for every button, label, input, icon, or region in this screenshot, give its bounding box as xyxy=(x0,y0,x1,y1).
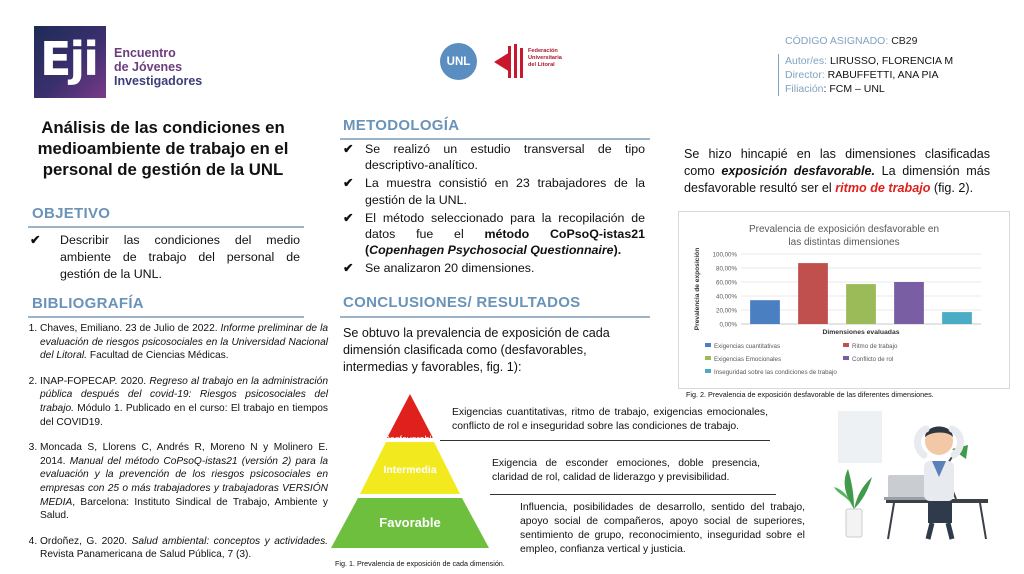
bib-item: 1. Chaves, Emiliano. 23 de Julio de 2022. Informe preliminar de la evaluación de riesgos psicosociales en la Universidad Nacional del Litoral. Facultad de Ciencias Médicas. xyxy=(40,322,328,363)
objetivo-text: Describir las condiciones del medio ambiente de trabajo del personal de gestión de la UNL. xyxy=(60,233,300,281)
eji-name-line-3: Investigadores xyxy=(114,74,203,88)
poster-title: Análisis de las condiciones en medioambiente de trabajo en el personal de gestión de la UNL xyxy=(37,118,289,179)
eji-name-line-2: de Jóvenes xyxy=(114,60,183,74)
eji-mark: Eji xyxy=(40,32,97,86)
fuul-flag-icon xyxy=(492,42,528,82)
chart-bar xyxy=(750,300,780,324)
metodologia-rule xyxy=(340,138,650,140)
chart-legend-label: Inseguridad sobre las condiciones de trabajo xyxy=(714,369,837,376)
pyramid-label-top: Desfavorable xyxy=(383,434,437,444)
chart-legend-swatch xyxy=(705,356,711,360)
metodologia-list xyxy=(343,141,645,277)
chart-ytick-label: 0,00% xyxy=(719,321,737,329)
metodologia-bullet-3: ✔ El método seleccionado para la recopilación de datos fue el método CoPsoQ-istas21 (Copenhagen Psychosocial Questionnaire). xyxy=(343,210,645,258)
author-row: Autor/es: LIRUSSO, FLORENCIA M xyxy=(785,55,954,67)
authors-block xyxy=(778,54,953,96)
stressed-worker-illustration xyxy=(828,403,996,543)
eji-logo-text xyxy=(114,46,202,88)
check-icon: ✔ xyxy=(30,233,41,247)
fig2-caption: Fig. 2. Prevalencia de exposición desfavorable de las diferentes dimensiones. xyxy=(686,390,934,399)
chart-bar xyxy=(942,312,972,324)
chart-title-line-1: Prevalencia de exposición desfavorable en xyxy=(748,224,940,235)
chart-legend-swatch xyxy=(705,343,711,347)
code-value: CB29 xyxy=(891,35,918,47)
chart-ytick-label: 100,00% xyxy=(712,251,737,259)
fuul-line-2: Universitaria xyxy=(528,55,562,61)
check-icon: ✔ xyxy=(343,210,354,225)
bib-item: 2. INAP-FOPECAP. 2020. Regreso al trabajo en la administración pública después del covid-19: Riesgos psicosociales del trabajo. Módulo 1. Publicado en el curso: El trabajo en tiempos del COVID19. xyxy=(40,375,328,429)
chart-legend-swatch xyxy=(843,356,849,360)
pyramid-rule-mid xyxy=(490,494,776,495)
conclusiones-rule xyxy=(340,316,650,318)
pyramid-desc-mid: Exigencia de esconder emociones, doble presencia, claridad de rol, calidad de liderazgo y previsibilidad. xyxy=(492,458,760,483)
chart-xlabel: Dimensiones evaluadas xyxy=(822,329,900,336)
metodologia-bullet-4: ✔ Se analizaron 20 dimensiones. xyxy=(343,261,535,276)
check-icon: ✔ xyxy=(343,142,354,156)
bibliografia-heading: BIBLIOGRAFÍA xyxy=(32,295,144,312)
conclusiones-intro: Se obtuvo la prevalencia de exposición de cada dimensión clasificada como (desfavorables, intermedias y favorables, fig. 1): xyxy=(343,326,610,374)
chart-bar xyxy=(798,263,828,324)
metodologia-bullet-2: ✔ La muestra consistió en 23 trabajadores de la gestión de la UNL. xyxy=(343,176,645,207)
pyramid-desc-bottom: Influencia, posibilidades de desarrollo, sentido del trabajo, apoyo social de compañeros, apoyo social de superiores, sentimiento de grupo, reconocimiento, inseguridad sobre el empleo, confianza vertical y justicia. xyxy=(520,502,805,555)
fuul-logo xyxy=(492,42,562,82)
assigned-code xyxy=(785,35,917,47)
fuul-line-1: Federación xyxy=(528,48,558,54)
objetivo-bullet xyxy=(30,232,300,283)
chart-bar xyxy=(894,282,924,324)
pyramid-desc-top: Exigencias cuantitativas, ritmo de trabajo, exigencias emocionales, conflicto de rol e inseguridad sobre las condiciones de trabajo. xyxy=(452,407,768,432)
code-label: CÓDIGO ASIGNADO: xyxy=(785,35,889,47)
pyramid-tier-top xyxy=(387,394,433,438)
chart-legend-label: Exigencias cuantitativas xyxy=(714,343,781,350)
chart-legend-label: Conflicto de rol xyxy=(852,356,894,363)
director-row: Director: RABUFFETTI, ANA PIA xyxy=(785,69,939,81)
bib-item: 3. Moncada S, Llorens C, Andrés R, Moreno N y Molinero E. 2014. Manual del método CoPsoQ-istas21 (versión 2) para la evaluación y la prevención de los riesgos psicosociales en empresas con 25 o más trabajadores y trabajadoras VERSIÓN MEDIA, Barcelona: Instituto Sindical de Trabajo, Ambiente y Salud. xyxy=(40,441,328,523)
conclusiones-heading: CONCLUSIONES/ RESULTADOS xyxy=(343,294,581,311)
eji-logo xyxy=(34,26,106,98)
unl-badge-text: UNL xyxy=(446,55,471,68)
bibliografia-rule xyxy=(28,316,304,318)
chart-legend-label: Ritmo de trabajo xyxy=(852,343,898,350)
affiliation-row: Filiación: FCM – UNL xyxy=(785,83,885,95)
chart-ytick-label: 20,00% xyxy=(716,307,737,315)
chart-bar xyxy=(846,284,876,324)
highlight-paragraph: Se hizo hincapié en las dimensiones clasificadas como exposición desfavorable. La dimensión más desfavorable resultó ser el ritmo de trabajo (fig. 2). xyxy=(684,147,991,195)
metodologia-bullet-1: ✔ Se realizó un estudio transversal de tipo descriptivo-analítico. xyxy=(343,142,645,173)
chart-legend-label: Exigencias Emocionales xyxy=(714,356,782,363)
check-icon: ✔ xyxy=(343,261,354,276)
pyramid-label-bottom: Favorable xyxy=(379,515,441,530)
check-icon: ✔ xyxy=(343,176,354,191)
eji-name-line-1: Encuentro xyxy=(114,46,176,60)
metodologia-heading: METODOLOGÍA xyxy=(343,117,460,134)
fig1-caption: Fig. 1. Prevalencia de exposición de cada dimensión. xyxy=(335,559,505,568)
exposure-bar-chart xyxy=(679,212,1009,388)
chart-legend-swatch xyxy=(843,343,849,347)
fuul-line-3: del Litoral xyxy=(528,62,555,68)
bib-item: 4. Ordoñez, G. 2020. Salud ambiental: conceptos y actividades. Revista Panamericana de Salud Pública, 7 (3). xyxy=(40,535,328,562)
pyramid-label-mid: Intermedia xyxy=(383,464,437,476)
chart-ytick-label: 40,00% xyxy=(716,293,737,301)
chart-ytick-label: 80,00% xyxy=(716,265,737,273)
bibliography-list xyxy=(22,322,328,574)
chart-ytick-label: 60,00% xyxy=(716,279,737,287)
chart-ylabel: Prevalencia de exposición xyxy=(694,247,701,331)
objetivo-rule xyxy=(28,226,304,228)
pyramid-rule-top xyxy=(440,440,770,441)
chart-frame xyxy=(678,211,1010,389)
objetivo-heading: OBJETIVO xyxy=(32,205,111,222)
unl-logo xyxy=(440,43,477,80)
chart-legend-swatch xyxy=(705,369,711,373)
chart-title-line-2: las distintas dimensiones xyxy=(788,237,900,248)
